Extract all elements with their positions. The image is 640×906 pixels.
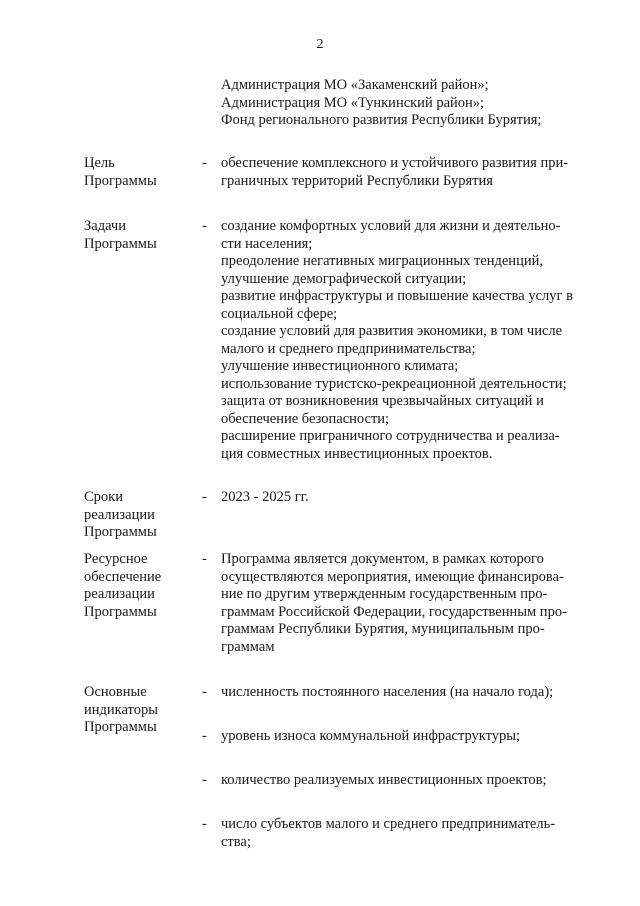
section-tasks-text xyxy=(221,218,591,463)
intro-line: Администрация МО «Закаменский район»; xyxy=(221,77,489,93)
indicator-item xyxy=(221,728,591,746)
section-resources-text xyxy=(221,551,591,656)
intro-line: Фонд регионального развития Республики Бурятия; xyxy=(221,112,542,128)
text-line: 2023 - 2025 гг. xyxy=(221,489,309,505)
label-line: Программы xyxy=(84,172,157,189)
dash-marker: - xyxy=(202,218,207,234)
text-line: защита от возникновения чрезвычайных ситуаций и xyxy=(221,393,544,409)
text-line: граммам Российской Федерации, государственным про- xyxy=(221,603,567,620)
indicator-item xyxy=(221,816,591,851)
text-line: улучшение демографической ситуации; xyxy=(221,270,467,287)
dash-marker: - xyxy=(202,684,207,700)
text-line: создание условий для развития экономики, в том числе xyxy=(221,323,563,339)
text-line: количество реализуемых инвестиционных проектов; xyxy=(221,772,547,788)
section-timeframe-label xyxy=(84,489,194,542)
section-tasks-label xyxy=(84,218,194,253)
text-line: использование туристско-рекреационной деятельности; xyxy=(221,375,567,392)
text-line: число субъектов малого и среднего предприниматель- xyxy=(221,816,556,832)
label-line: реализации xyxy=(84,586,155,602)
text-line: обеспечение безопасности; xyxy=(221,410,390,427)
section-indicators-label xyxy=(84,684,194,737)
text-line: преодоление негативных миграционных тенденций, xyxy=(221,253,543,269)
label-line: реализации xyxy=(84,506,155,523)
text-line: обеспечение комплексного и устойчивого развития при- xyxy=(221,155,569,171)
label-line: Цель xyxy=(84,155,115,171)
text-line: улучшение инвестиционного климата; xyxy=(221,358,459,374)
text-line: ция совместных инвестиционных проектов. xyxy=(221,445,493,462)
text-line: сти населения; xyxy=(221,235,313,252)
dash-marker: - xyxy=(202,155,207,171)
label-line: Программы xyxy=(84,235,157,252)
intro-line: Администрация МО «Тункинский район»; xyxy=(221,94,485,111)
text-line: осуществляются мероприятия, имеющие финансирова- xyxy=(221,568,564,585)
dash-marker: - xyxy=(202,551,207,567)
section-timeframe-text xyxy=(221,489,591,507)
text-line: ства; xyxy=(221,833,251,850)
dash-marker: - xyxy=(202,489,207,505)
text-line: расширение приграничного сотрудничества и реализа- xyxy=(221,428,560,444)
label-line: индикаторы xyxy=(84,701,158,718)
label-line: Программы xyxy=(84,603,157,620)
text-line: ние по другим утвержденным государственным про- xyxy=(221,586,548,602)
text-line: развитие инфраструктуры и повышение качества услуг в xyxy=(221,288,573,304)
label-line: Задачи xyxy=(84,218,126,234)
label-line: Основные xyxy=(84,684,147,700)
text-line: граммам Республики Бурятия, муниципальным про- xyxy=(221,621,545,637)
indicator-item xyxy=(221,684,591,702)
label-line: обеспечение xyxy=(84,568,162,585)
text-line: численность постоянного населения (на начало года); xyxy=(221,684,554,700)
intro-executors xyxy=(221,77,601,130)
text-line: малого и среднего предпринимательства; xyxy=(221,340,476,357)
section-resources-label xyxy=(84,551,194,621)
text-line: Программа является документом, в рамках которого xyxy=(221,551,544,567)
text-line: создание комфортных условий для жизни и деятельно- xyxy=(221,218,561,234)
text-line: граммам xyxy=(221,638,275,655)
label-line: Программы xyxy=(84,524,157,540)
dash-marker: - xyxy=(202,816,207,832)
label-line: Ресурсное xyxy=(84,551,148,567)
label-line: Сроки xyxy=(84,489,123,505)
dash-marker: - xyxy=(202,728,207,744)
text-line: социальной сфере; xyxy=(221,305,338,322)
page-number: 2 xyxy=(316,37,324,52)
text-line: уровень износа коммунальной инфраструктуры; xyxy=(221,728,521,744)
dash-marker: - xyxy=(202,772,207,788)
indicator-item xyxy=(221,772,591,790)
label-line: Программы xyxy=(84,719,157,735)
text-line: граничных территорий Республики Бурятия xyxy=(221,172,493,189)
section-goal-text xyxy=(221,155,591,190)
section-goal-label xyxy=(84,155,194,190)
